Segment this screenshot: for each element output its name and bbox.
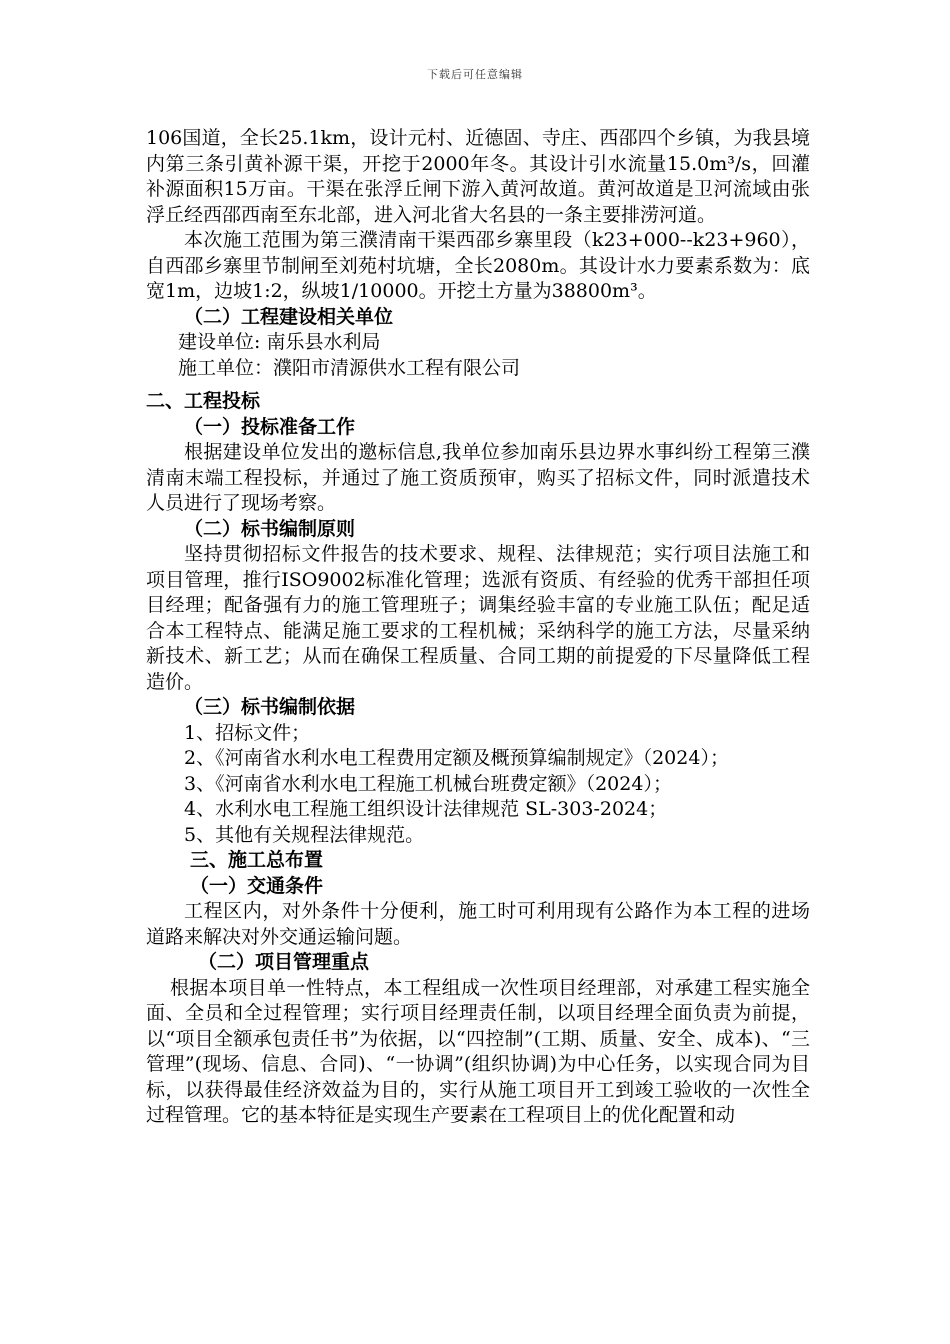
heading-bid-principles: （二）标书编制原则 — [184, 517, 356, 540]
contractor-unit: 施工单位：濮阳市清源供水工程有限公司 — [178, 356, 521, 379]
paragraph-canal-overview: 106国道，全长25.1km，设计元村、近德固、寺庄、西邵四个乡镇，为我县境内第三条引黄补源干渠，开挖于2000年冬。其设计引水流量15.0m³/s，回灌补源面积15万亩。干渠在张浮丘闸下游入黄河故道。黄河故道是卫河流域由张浮丘经西邵西南至东北部，进入河北省大名县的一条主要排涝河道。 — [146, 127, 810, 226]
basis-item: 4、水利水电工程施工组织设计法律规范 SL-303-2024； — [184, 798, 668, 820]
owner-unit: 建设单位: 南乐县水利局 — [178, 331, 381, 353]
paragraph-bid-preparation: 根据建设单位发出的邀标信息,我单位参加南乐县边界水事纠纷工程第三濮清南末端工程投标，并通过了施工资质预审，购买了招标文件，同时派遣技术人员进行了现场考察。 — [146, 441, 810, 514]
basis-item: 3、《河南省水利水电工程施工机械台班费定额》（2024）； — [184, 772, 672, 795]
basis-item: 2、《河南省水利水电工程费用定额及概预算编制规定》（2024）； — [184, 747, 729, 769]
paragraph-construction-scope: 本次施工范围为第三濮清南干渠西邵乡寨里段（k23+000--k23+960），自西邵乡寨里节制闸至刘苑村坑塘，全长2080m。其设计水力要素系数为：底宽1m，边坡1:2，纵坡1/10000。开挖土方量为38800m³。 — [146, 229, 810, 302]
heading-general-layout: 三、施工总布置 — [190, 849, 324, 871]
basis-item: 5、其他有关规程法律规范。 — [184, 823, 425, 846]
document-body — [146, 126, 810, 1129]
paragraph-traffic: 工程区内，对外条件十分便利，施工时可利用现有公路作为本工程的进场道路来解决对外交通运输问题。 — [146, 900, 810, 948]
paragraph-project-management: 根据本项目单一性特点，本工程组成一次性项目经理部，对承建工程实施全面、全员和全过程管理；实行项目经理责任制，以项目经理全面负责为前提，以“项目全额承包责任书”为依据，以“四控制”(工期、质量、安全、成本)、“三管理”(现场、信息、合同)、“一协调”(组织协调)为中心任务，以实现合同为目标，以获得最佳经济效益为目的，实行从施工项目开工到竣工验收的一次性全过程管理。它的基本特征是实现生产要素在工程项目上的优化配置和动 — [146, 976, 810, 1126]
heading-related-units: （二）工程建设相关单位 — [184, 305, 394, 328]
heading-bidding: 二、工程投标 — [146, 390, 261, 412]
heading-bid-basis: （三）标书编制依据 — [184, 696, 356, 718]
basis-item: 1、招标文件； — [184, 721, 311, 744]
heading-project-management: （二）项目管理重点 — [198, 951, 370, 973]
heading-bid-preparation: （一）投标准备工作 — [184, 415, 356, 438]
heading-traffic: （一）交通条件 — [190, 874, 324, 897]
paragraph-bid-principles: 坚持贯彻招标文件报告的技术要求、规程、法律规范；实行项目法施工和项目管理，推行ISO9002标准化管理；选派有资质、有经验的优秀干部担任项目经理；配备强有力的施工管理班子；调集经验丰富的专业施工队伍；配足适合本工程特点、能满足施工要求的工程机械；采纳科学的施工方法，尽量采纳新技术、新工艺；从而在确保工程质量、合同工期的前提爱的下尽量降低工程造价。 — [146, 543, 810, 693]
page-header: 下载后可任意编辑 — [427, 68, 523, 81]
